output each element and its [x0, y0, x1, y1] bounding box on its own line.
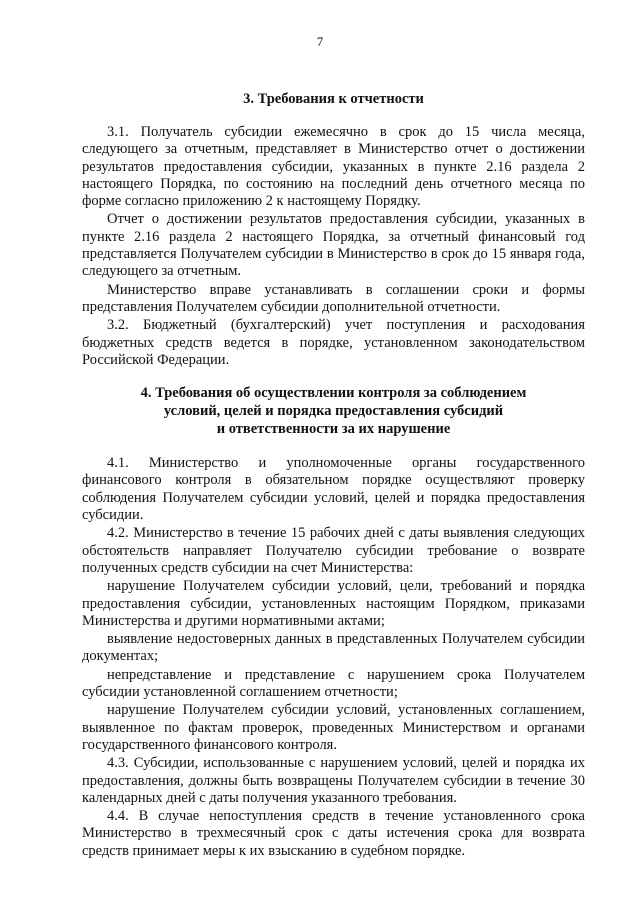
section-4-title: [82, 384, 585, 438]
paragraph-4-4: 4.4. В случае непоступления средств в течение установленного срока Министерство в трехмесячный срок с даты истечения срока для возврата средств принимает меры к их взысканию в судебном порядке.: [82, 808, 585, 859]
paragraph-4-2: 4.2. Министерство в течение 15 рабочих дней с даты выявления следующих обстоятельств направляет Получателю субсидии требование о возврате полученных средств субсидии на счет Министерства:: [82, 525, 585, 576]
section-3-title: 3. Требования к отчетности: [243, 91, 424, 107]
paragraph-3-1: 3.1. Получатель субсидии ежемесячно в срок до 15 числа месяца, следующего за отчетным, представляет в Министерство отчет о достижении результатов предоставления субсидии, указанных в пункте 2.16 раздела 2 настоящего Порядка, по состоянию на последний день отчетного месяца по форме согласно приложению 2 к настоящему Порядку.: [82, 124, 585, 210]
paragraph-4-1: 4.1. Министерство и уполномоченные органы государственного финансового контроля в обязательном порядке осуществляют проверку соблюдения Получателем субсидии условий, целей и порядка предоставления субсидии.: [82, 455, 585, 524]
paragraph-additional-reporting: Министерство вправе устанавливать в соглашении сроки и формы представления Получателем субсидии дополнительной отчетности.: [82, 281, 585, 315]
list-item-false-data: выявление недостоверных данных в представленных Получателем субсидии документах;: [82, 631, 585, 665]
section-4-title-line-3: и ответственности за их нарушение: [216, 421, 451, 438]
section-4-title-line-2: условий, целей и порядка предоставления субсидий: [163, 403, 504, 420]
paragraph-4-3: 4.3. Субсидии, использованные с нарушением условий, целей и порядка их предоставления, должны быть возвращены Получателем субсидии в течение 30 календарных дней с даты получения указанного требования.: [82, 755, 585, 806]
list-item-violation-conditions: нарушение Получателем субсидии условий, цели, требований и порядка предоставления субсидии, установленных настоящим Порядком, приказами Министерства и другими нормативными актами;: [82, 578, 585, 629]
document-body: [82, 88, 585, 861]
list-item-agreement-violation: нарушение Получателем субсидии условий, установленных соглашением, выявленное по фактам проверок, проведенных Министерством и органами государственного финансового контроля.: [82, 702, 585, 753]
paragraph-report-annual: Отчет о достижении результатов предоставления субсидии, указанных в пункте 2.16 раздела 2 настоящего Порядка, за отчетный финансовый год представляется Получателем субсидии в Министерство в срок до 15 января года, следующего за отчетным.: [82, 211, 585, 280]
paragraph-3-2: 3.2. Бюджетный (бухгалтерский) учет поступления и расходования бюджетных средств ведется в порядке, установленном законодательством Российской Федерации.: [82, 317, 585, 368]
page-number: 7: [316, 34, 324, 49]
list-item-reporting-failure: непредставление и представление с нарушением срока Получателем субсидии установленной соглашением отчетности;: [82, 666, 585, 701]
section-4-title-line-1: 4. Требования об осуществлении контроля за соблюдением: [140, 385, 527, 402]
